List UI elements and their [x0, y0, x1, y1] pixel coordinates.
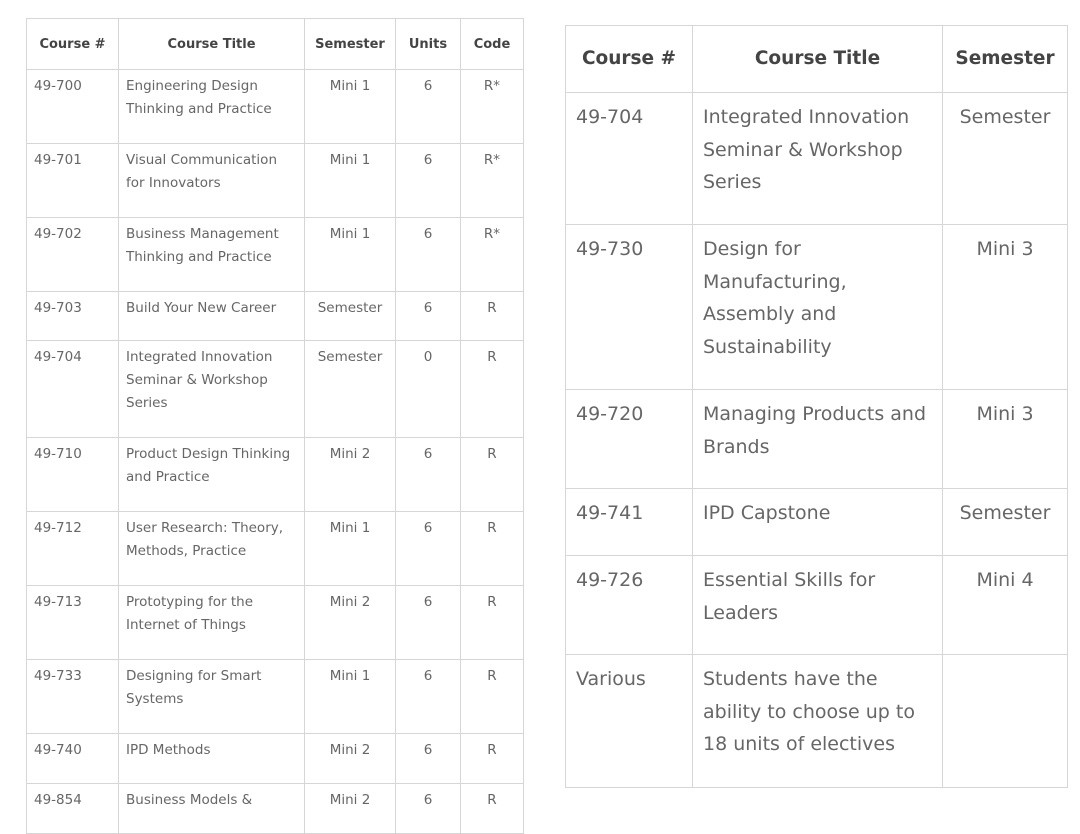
code-cell: R*: [461, 144, 524, 218]
course-number-cell: Various: [566, 655, 693, 788]
course-number-cell: 49-701: [27, 144, 119, 218]
code-cell: R: [461, 512, 524, 586]
code-cell: R: [461, 586, 524, 660]
table-row: [27, 218, 524, 292]
table-row: [27, 438, 524, 512]
units-cell: 6: [396, 586, 461, 660]
course-title-cell: Design for Manufacturing, Assembly and Sustainability: [693, 225, 943, 390]
course-number-cell: 49-733: [27, 660, 119, 734]
column-header-course: Course #: [27, 19, 119, 70]
units-cell: 6: [396, 144, 461, 218]
code-cell: R: [461, 660, 524, 734]
course-number-cell: 49-741: [566, 489, 693, 556]
semester-cell: Mini 2: [305, 586, 396, 660]
course-title-cell: IPD Methods: [119, 734, 305, 784]
column-header-semester: Semester: [943, 26, 1068, 93]
semester-cell: Mini 1: [305, 218, 396, 292]
units-cell: 6: [396, 70, 461, 144]
semester-cell: Mini 2: [305, 734, 396, 784]
table-row: [27, 144, 524, 218]
course-number-cell: 49-710: [27, 438, 119, 512]
semester-cell: Semester: [943, 489, 1068, 556]
units-cell: 6: [396, 512, 461, 586]
course-number-cell: 49-726: [566, 556, 693, 655]
table-row: [27, 784, 524, 834]
course-title-cell: User Research: Theory, Methods, Practice: [119, 512, 305, 586]
column-header-code: Code: [461, 19, 524, 70]
table-row: [27, 341, 524, 438]
table-header-row: [27, 19, 524, 70]
column-header-course: Course #: [566, 26, 693, 93]
course-title-cell: Business Management Thinking and Practice: [119, 218, 305, 292]
course-title-cell: Integrated Innovation Seminar & Workshop Series: [119, 341, 305, 438]
semester-cell: Mini 4: [943, 556, 1068, 655]
table-row: [27, 660, 524, 734]
code-cell: R: [461, 341, 524, 438]
course-title-cell: Product Design Thinking and Practice: [119, 438, 305, 512]
course-title-cell: Managing Products and Brands: [693, 390, 943, 489]
units-cell: 6: [396, 218, 461, 292]
course-number-cell: 49-704: [566, 93, 693, 225]
course-number-cell: 49-704: [27, 341, 119, 438]
course-number-cell: 49-854: [27, 784, 119, 834]
course-title-cell: Designing for Smart Systems: [119, 660, 305, 734]
column-header-title: Course Title: [693, 26, 943, 93]
semester-cell: Semester: [305, 341, 396, 438]
table-row: [27, 70, 524, 144]
semester-cell: Semester: [943, 93, 1068, 225]
course-number-cell: 49-740: [27, 734, 119, 784]
right-course-table: [565, 25, 1068, 788]
semester-cell: [943, 655, 1068, 788]
left-course-table: [26, 18, 524, 834]
units-cell: 6: [396, 292, 461, 341]
course-number-cell: 49-730: [566, 225, 693, 390]
units-cell: 6: [396, 784, 461, 834]
table-row: [566, 655, 1068, 788]
semester-cell: Mini 1: [305, 70, 396, 144]
table-row: [566, 225, 1068, 390]
course-title-cell: Essential Skills for Leaders: [693, 556, 943, 655]
course-title-cell: IPD Capstone: [693, 489, 943, 556]
column-header-units: Units: [396, 19, 461, 70]
course-number-cell: 49-712: [27, 512, 119, 586]
course-number-cell: 49-702: [27, 218, 119, 292]
semester-cell: Mini 1: [305, 512, 396, 586]
semester-cell: Mini 1: [305, 660, 396, 734]
semester-cell: Mini 3: [943, 390, 1068, 489]
table-row: [566, 390, 1068, 489]
course-title-cell: Integrated Innovation Seminar & Workshop Series: [693, 93, 943, 225]
course-title-cell: Build Your New Career: [119, 292, 305, 341]
column-header-title: Course Title: [119, 19, 305, 70]
course-title-cell: Business Models &: [119, 784, 305, 834]
left-table-clip: [26, 18, 525, 808]
units-cell: 6: [396, 438, 461, 512]
table-header-row: [566, 26, 1068, 93]
code-cell: R: [461, 292, 524, 341]
table-row: [27, 734, 524, 784]
course-number-cell: 49-700: [27, 70, 119, 144]
course-title-cell: Students have the ability to choose up to 18 units of electives: [693, 655, 943, 788]
course-number-cell: 49-720: [566, 390, 693, 489]
course-title-cell: Engineering Design Thinking and Practice: [119, 70, 305, 144]
semester-cell: Mini 1: [305, 144, 396, 218]
course-number-cell: 49-713: [27, 586, 119, 660]
table-row: [27, 512, 524, 586]
units-cell: 6: [396, 660, 461, 734]
code-cell: R: [461, 734, 524, 784]
units-cell: 6: [396, 734, 461, 784]
column-header-semester: Semester: [305, 19, 396, 70]
course-title-cell: Prototyping for the Internet of Things: [119, 586, 305, 660]
code-cell: R*: [461, 70, 524, 144]
semester-cell: Semester: [305, 292, 396, 341]
table-row: [566, 556, 1068, 655]
table-row: [566, 93, 1068, 225]
units-cell: 0: [396, 341, 461, 438]
course-number-cell: 49-703: [27, 292, 119, 341]
code-cell: R: [461, 784, 524, 834]
table-row: [566, 489, 1068, 556]
code-cell: R*: [461, 218, 524, 292]
table-row: [27, 292, 524, 341]
table-row: [27, 586, 524, 660]
code-cell: R: [461, 438, 524, 512]
semester-cell: Mini 2: [305, 438, 396, 512]
course-title-cell: Visual Communication for Innovators: [119, 144, 305, 218]
semester-cell: Mini 2: [305, 784, 396, 834]
semester-cell: Mini 3: [943, 225, 1068, 390]
